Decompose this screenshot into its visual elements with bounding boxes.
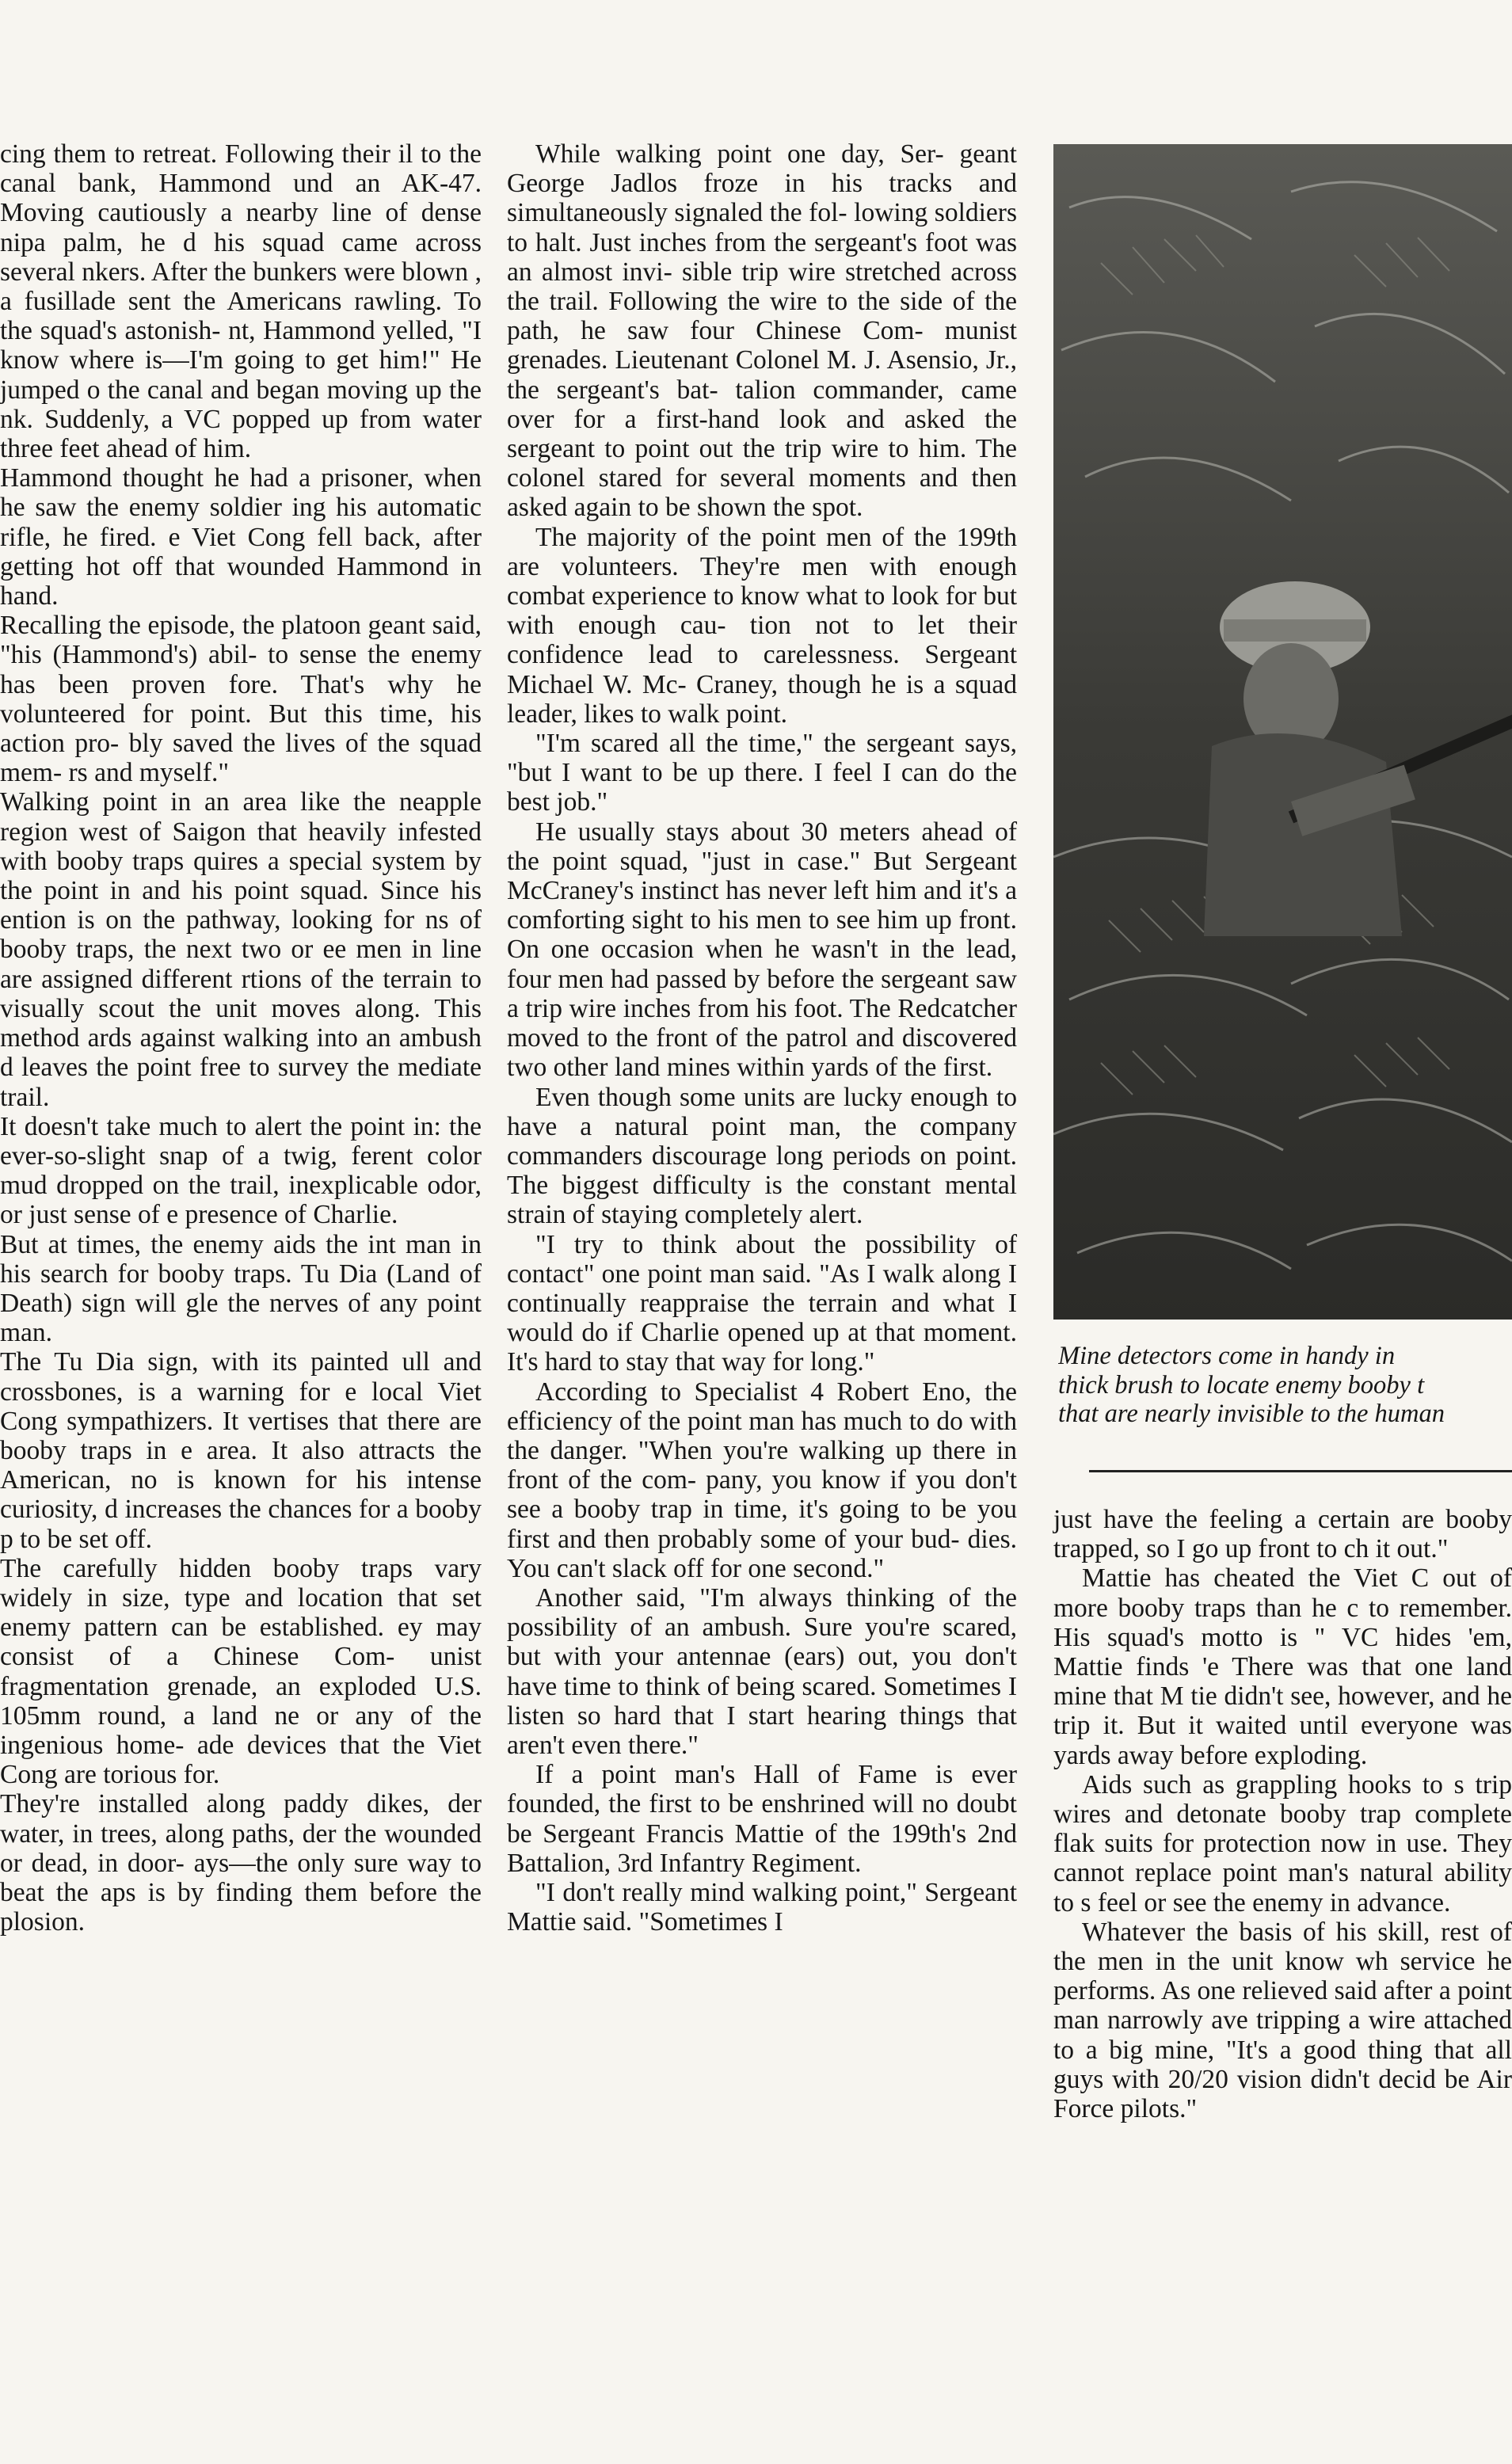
paragraph: "I'm scared all the time," the sergeant says, "but I want to be up there. I feel I can do the best job." [507,729,1017,817]
paragraph: The carefully hidden booby traps vary widely in size, type and location that set enemy pattern can be established. ey may consist of a Chinese Com- unist fragmentation grenade, an exploded U.S. 105mm round, a land ne or any of the ingenious home- ade devices that the Viet Cong are torious for. [0,1553,482,1790]
paragraph: Recalling the episode, the platoon geant said, "his (Hammond's) abil- to sense the enemy has been proven fore. That's why he volunteered for point. But this time, his action pro- bly saved the lives of the squad mem- rs and myself." [0,611,482,788]
divider-rule [1089,1470,1512,1472]
paragraph: Whatever the basis of his skill, rest of the men in the unit know wh service he performs. As one relieved said after a point man narrowly ave tripping a wire attached to a big mine, "It's a good thing that all guys with 20/20 vision didn't decid be Air Force pilots." [1053,1917,1512,2124]
left-text-column [0,139,482,1937]
paragraph: Hammond thought he had a prisoner, when he saw the enemy soldier ing his automatic rifle, he fired. e Viet Cong fell back, after getting hot off that wounded Hammond in hand. [0,463,482,611]
right-text-column [1053,1505,1512,2123]
caption-line: that are nearly invisible to the human [1058,1400,1445,1428]
paragraph: Even though some units are lucky enough to have a natural point man, the company commanders discourage long periods on point. The biggest difficulty is the constant mental strain of staying completely alert. [507,1082,1017,1230]
paragraph: It doesn't take much to alert the point in: the ever-so-slight snap of a twig, ferent color mud dropped on the trail, inexplicable odor, or just sense of e presence of Charlie. [0,1111,482,1230]
paragraph: According to Specialist 4 Robert Eno, the efficiency of the point man has much to do with the danger. "When you're walking up there in front of the com- pany, you know if you don't see a booby trap in time, it's going to be you first and then probably some of your bud- dies. You can't slack off for one second." [507,1377,1017,1583]
soldier-photo [1053,144,1512,1320]
caption-line: Mine detectors come in handy in [1058,1342,1396,1370]
paragraph: cing them to retreat. Following their il to the canal bank, Hammond und an AK-47. Moving cautiously a nearby line of dense nipa palm, he d his squad came across several nkers. After the bunkers were blown , a fusillade sent the Americans rawling. To the squad's astonish- nt, Hammond yelled, "I know where is—I'm going to get him!" He jumped o the canal and began moving up the nk. Suddenly, a VC popped up from water three feet ahead of him. [0,139,482,464]
middle-text-column [507,139,1017,1937]
paragraph: But at times, the enemy aids the int man in his search for booby traps. Tu Dia (Land of Death) sign will gle the nerves of any point man. [0,1229,482,1348]
paragraph: Walking point in an area like the neapple region west of Saigon that heavily infested with booby traps quires a special system by the point in and his point squad. Since his ention is on the pathway, looking for ns of booby traps, the next two or ee men in line are assigned different rtions of the terrain to visually scout the unit moves along. This method ards against walking into an ambush d leaves the point free to survey the mediate trail. [0,787,482,1112]
paragraph: Another said, "I'm always thinking of the possibility of an ambush. Sure you're scared, but with your antennae (ears) out, you don't have time to think of being scared. Sometimes I listen so hard that I start hearing things that aren't even there." [507,1582,1017,1760]
photo-caption [1058,1342,1512,1429]
paragraph: "I try to think about the possibility of contact" one point man said. "As I walk along I continually reappraise the terrain and what I would do if Charlie opened up at that moment. It's hard to stay that way for long." [507,1229,1017,1377]
paragraph: The majority of the point men of the 199th are volunteers. They're men with enough combat experience to know what to look for but with enough cau- tion not to let their confidence lead to carelessness. Sergeant Michael W. Mc- Craney, though he is a squad leader, likes to walk point. [507,522,1017,729]
paragraph: "I don't really mind walking point," Sergeant Mattie said. "Sometimes I [507,1877,1017,1937]
paragraph: They're installed along paddy dikes, der water, in trees, along paths, der the wounded or dead, in door- ays—the only sure way to beat the aps is by finding them before the plosion. [0,1789,482,1937]
paragraph: If a point man's Hall of Fame is ever founded, the first to be enshrined will no doubt be Sergeant Francis Mattie of the 199th's 2nd Battalion, 3rd Infantry Regiment. [507,1760,1017,1878]
paragraph: The Tu Dia sign, with its painted ull and crossbones, is a warning for e local Viet Cong sympathizers. It vertises that there are booby traps in e area. It also attracts the American, no is known for his intense curiosity, d increases the chances for a booby p to be set off. [0,1347,482,1554]
paragraph: just have the feeling a certain are booby trapped, so I go up front to ch it out." [1053,1505,1512,1564]
paragraph: He usually stays about 30 meters ahead of the point squad, "just in case." But Sergeant McCraney's instinct has never left him and it's a comforting sight to his men to see him up front. On one occasion when he wasn't in the lead, four men had passed by before the sergeant saw a trip wire inches from his foot. The Redcatcher moved to the front of the patrol and discovered two other land mines within yards of the first. [507,817,1017,1083]
caption-line: thick brush to locate enemy booby t [1058,1370,1425,1400]
paragraph: While walking point one day, Ser- geant George Jadlos froze in his tracks and simultaneously signaled the fol- lowing soldiers to halt. Just inches from the sergeant's foot was an almost invi- sible trip wire stretched across the trail. Following the wire to the side of the path, he saw four Chinese Com- munist grenades. Lieutenant Colonel M. J. Asensio, Jr., the sergeant's bat- talion commander, came over for a first-hand look and asked the sergeant to point out the trip wire to him. The colonel stared for several moments and then asked again to be shown the spot. [507,139,1017,523]
paragraph: Mattie has cheated the Viet C out of more booby traps than he c to remember. His squad's motto is " VC hides 'em, Mattie finds 'e There was that one land mine that M tie didn't see, however, and he trip it. But it waited until everyone was yards away before exploding. [1053,1563,1512,1770]
paragraph: Aids such as grappling hooks to s trip wires and detonate booby trap complete flak suits for protection now in use. They cannot replace point man's natural ability to s feel or see the enemy in advance. [1053,1769,1512,1918]
